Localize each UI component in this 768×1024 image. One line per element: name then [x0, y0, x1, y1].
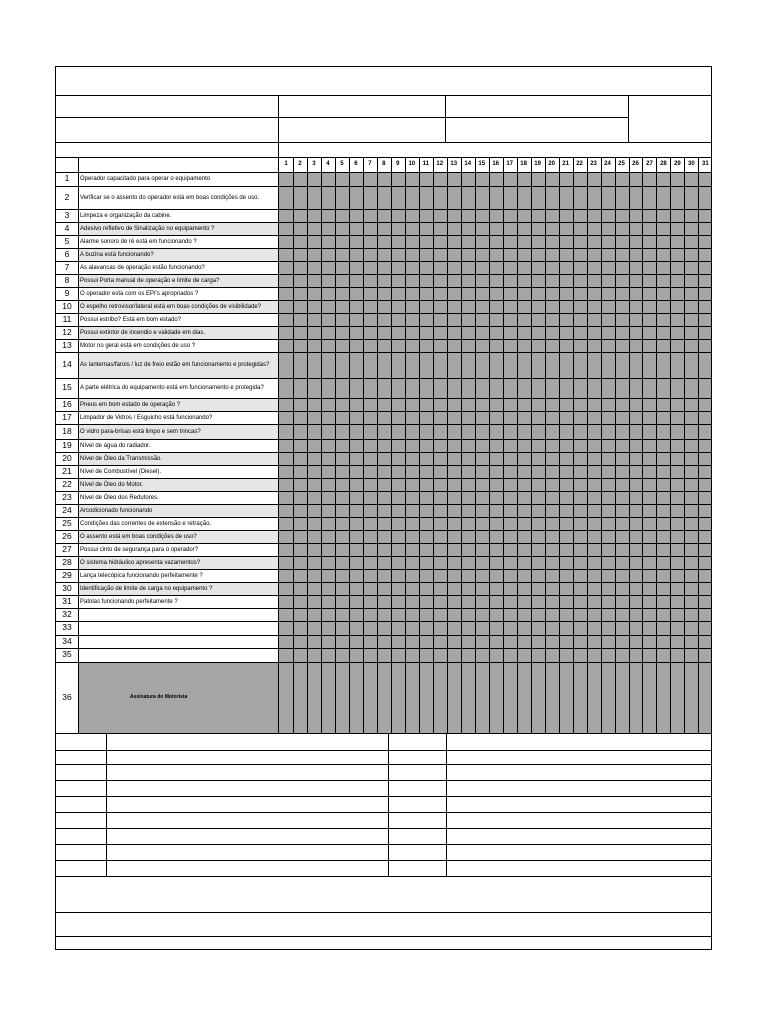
day-number: 20: [548, 161, 555, 167]
nc-row-divider: [56, 764, 711, 765]
item-situation: O sistema hidráulico apresenta vazamentos?: [80, 559, 201, 566]
nc-col-divider: [388, 733, 389, 876]
day-number: 13: [450, 161, 458, 167]
day-number: 24: [604, 161, 611, 167]
item-situation: Limpador de Vidros / Esguicho está funcionando?: [80, 414, 213, 421]
item-number: 6: [64, 248, 70, 259]
day-number: 31: [702, 161, 709, 167]
day-column-divider: [629, 157, 630, 733]
day-number: 16: [492, 161, 500, 167]
day-column-divider: [405, 157, 406, 733]
day-number: 27: [646, 161, 653, 167]
item-situation: [79, 649, 278, 662]
item-number: 11: [62, 313, 72, 324]
day-number: 25: [618, 161, 625, 167]
item-number: 10: [62, 300, 72, 311]
day-column-divider: [656, 157, 657, 733]
responsavel-divider: [56, 936, 711, 937]
item-number: 31: [62, 595, 72, 606]
section-header-divider: [56, 157, 711, 158]
day-column-divider: [293, 157, 294, 733]
item-situation: Possui cinto de segurança para o operador?: [80, 546, 199, 553]
item-number: 30: [62, 582, 72, 593]
day-column-divider: [335, 157, 336, 733]
day-number: 7: [368, 161, 372, 167]
day-number: 21: [562, 161, 569, 167]
header-divider: [56, 95, 711, 96]
nc-row-divider: [56, 750, 711, 751]
nc-row-divider: [56, 876, 711, 877]
item-situation: O vidro para-brisas está limpo e sem trincas?: [80, 428, 201, 435]
item-number: 12: [62, 326, 72, 337]
day-column-divider: [615, 157, 616, 733]
item-number: 8: [64, 274, 70, 285]
day-number: 8: [382, 161, 386, 167]
nc-col-divider: [446, 733, 447, 876]
day-column-divider: [475, 157, 476, 733]
obs-divider: [56, 912, 711, 913]
item-number: 7: [64, 261, 70, 272]
day-column-divider: [363, 157, 364, 733]
day-column-divider: [433, 157, 434, 733]
row-divider: [56, 662, 711, 663]
item-situation: Identificação de limite de carga no equipamento ?: [80, 585, 213, 592]
signature-label: Assinatura do Motorista: [130, 694, 188, 700]
day-number: 15: [478, 161, 486, 167]
signature-day-cells: [279, 662, 711, 733]
signature-row-number: 36: [62, 692, 72, 702]
item-situation: Possui estribo? Está em bom estado?: [80, 316, 182, 323]
item-situation: Patolas funcionando perfeitamente ?: [80, 598, 178, 605]
item-number: 22: [62, 478, 72, 489]
item-number: 35: [62, 649, 72, 659]
item-situation: O assento está em boas condições de uso?: [80, 533, 197, 540]
day-column-divider: [531, 157, 532, 733]
item-number: 28: [62, 556, 72, 567]
day-column-divider: [559, 157, 560, 733]
grid-line: [278, 95, 279, 142]
item-situation: A parte elétrica do equipamento está em funcionamento e protegida?: [80, 385, 264, 392]
day-number: 10: [408, 161, 416, 167]
day-column-divider: [307, 157, 308, 733]
item-situation: Alarme sonoro de ré está em funcionando ?: [80, 238, 197, 245]
day-number: 18: [520, 161, 527, 167]
day-number: 5: [340, 161, 344, 167]
day-number: 12: [436, 161, 444, 167]
day-column-divider: [391, 157, 392, 733]
day-column-divider: [601, 157, 602, 733]
item-number: 15: [62, 382, 72, 392]
day-number: 22: [576, 161, 583, 167]
grid-line: [445, 95, 446, 142]
item-number: 27: [62, 543, 72, 554]
item-number: 26: [62, 530, 72, 541]
info-divider: [56, 117, 628, 118]
item-situation: As alavancas de operação estão funcionando?: [80, 264, 205, 271]
item-situation: O operador está com os EPI's apropriados ?: [80, 290, 199, 297]
item-situation: Operador capacitado para operar o equipamento: [80, 176, 211, 183]
item-situation: Adesivo refletivo de Sinalização no equipamento ?: [80, 225, 215, 232]
item-situation: As lanternas/farois / luz de freio estão em funcionamento e protegidas?: [80, 362, 270, 369]
item-number: 20: [62, 452, 72, 463]
item-situation: Possui extintor de incendio e validade em dias.: [80, 329, 206, 336]
day-number: 17: [506, 161, 513, 167]
item-number: 13: [62, 339, 72, 350]
day-number: 11: [422, 161, 429, 167]
item-situation: Arcodicionado funcionando: [80, 507, 153, 514]
item-number: 16: [62, 398, 72, 409]
item-number: 1: [64, 173, 70, 183]
nc-row-divider: [56, 812, 711, 813]
situation-column-divider: [278, 157, 279, 733]
day-column-divider: [587, 157, 588, 733]
item-situation: Nível de Óleo dos Redutores.: [80, 494, 159, 501]
item-number: 32: [62, 608, 72, 619]
day-column-divider: [684, 157, 685, 733]
item-number: 33: [62, 622, 72, 632]
day-number: 26: [632, 161, 639, 167]
day-number: 14: [464, 161, 472, 167]
day-column-divider: [377, 157, 378, 733]
nc-row-divider: [56, 796, 711, 797]
item-number: 2: [64, 191, 70, 202]
item-number: 21: [62, 465, 72, 476]
day-number: 19: [534, 161, 541, 167]
item-situation: Motor no geral está em condições de uso ?: [80, 342, 196, 349]
nc-row-divider: [56, 844, 711, 845]
item-number: 25: [62, 517, 72, 528]
day-number: 28: [660, 161, 667, 167]
day-column-divider: [321, 157, 322, 733]
day-number: 1: [284, 161, 288, 167]
item-situation: Nível de água do radiador.: [80, 442, 151, 449]
item-situation: Lança telecópica funcionando perfeitamente ?: [80, 572, 203, 579]
day-number: 4: [326, 161, 330, 167]
day-column-divider: [489, 157, 490, 733]
item-situation: Verificar se o assento do operador está em boas condições de uso.: [80, 194, 260, 201]
day-column-divider: [349, 157, 350, 733]
nc-col-divider: [106, 733, 107, 876]
day-column-divider: [670, 157, 671, 733]
item-situation: Nível de Óleo do Motor.: [80, 481, 144, 488]
nc-row-divider: [56, 828, 711, 829]
day-number: 2: [298, 161, 302, 167]
day-column-divider: [461, 157, 462, 733]
info-bottom-divider: [56, 142, 711, 143]
grid-line: [628, 95, 629, 142]
item-number: 19: [62, 439, 72, 450]
day-column-divider: [545, 157, 546, 733]
item-situation: Limpeza e organização da cabine.: [80, 212, 172, 219]
day-column-divider: [642, 157, 643, 733]
day-column-divider: [573, 157, 574, 733]
item-situation: O espelho retrovisor/lateral está em boas condições de visibilidade?: [80, 303, 262, 310]
item-number: 5: [64, 235, 70, 246]
day-number: 3: [312, 161, 316, 167]
item-number: 34: [62, 635, 72, 646]
day-number: 9: [396, 161, 400, 167]
day-column-divider: [698, 157, 699, 733]
day-grid-shading: [279, 172, 711, 662]
item-situation: A buzina está funcionando?: [80, 251, 154, 258]
item-number: 18: [62, 425, 72, 436]
item-situation: [79, 622, 278, 635]
item-number: 17: [62, 411, 72, 422]
day-number: 23: [590, 161, 597, 167]
item-number: 23: [62, 491, 72, 502]
item-number: 24: [62, 504, 72, 515]
day-column-divider: [503, 157, 504, 733]
item-situation: [79, 609, 278, 621]
day-number: 6: [354, 161, 358, 167]
item-situation: Possui Porta manual de operação e limite de carga?: [80, 277, 220, 284]
item-situation: Pneus em bom estado de operação ?: [80, 401, 181, 408]
item-number: 14: [62, 359, 72, 369]
item-situation: Nível de Óleo da Transmissão.: [80, 455, 163, 462]
item-number: 4: [64, 222, 70, 233]
row-divider: [56, 733, 711, 734]
item-number: 29: [62, 569, 72, 580]
nc-row-divider: [56, 780, 711, 781]
day-number: 30: [688, 161, 695, 167]
day-column-divider: [517, 157, 518, 733]
day-number: 29: [674, 161, 681, 167]
day-column-divider: [419, 157, 420, 733]
item-number: 3: [64, 209, 70, 220]
item-number: 9: [64, 287, 70, 298]
item-situation: Condições das correntes de extensão e retração.: [80, 520, 212, 527]
day-column-divider: [447, 157, 448, 733]
item-situation: Nível de Combustível (Diesel).: [80, 468, 162, 475]
item-situation: [79, 636, 278, 648]
nc-row-divider: [56, 860, 711, 861]
